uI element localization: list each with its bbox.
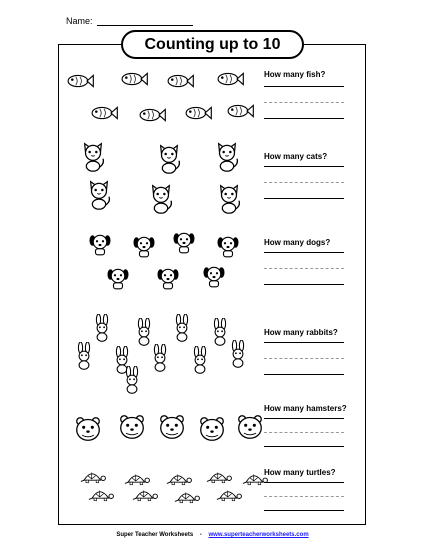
answer-line	[264, 86, 344, 87]
answer-line	[264, 284, 344, 285]
dog-icon	[156, 266, 180, 292]
rabbit-icon	[210, 318, 230, 346]
footer-link[interactable]: www.superteacherworksheets.com	[208, 532, 309, 538]
rabbit-icon	[190, 346, 210, 374]
name-label: Name:	[66, 16, 93, 26]
question-cats: How many cats?	[264, 152, 328, 161]
name-field	[66, 16, 193, 26]
turtle-icon	[80, 470, 106, 484]
dog-icon	[202, 264, 226, 290]
dog-icon	[88, 232, 112, 258]
question-hamsters: How many hamsters?	[264, 404, 347, 413]
dog-group	[66, 228, 266, 304]
name-line	[97, 17, 193, 26]
section-cats	[58, 138, 366, 224]
fish-icon	[166, 70, 194, 92]
rabbit-icon	[228, 340, 248, 368]
dog-icon	[216, 234, 240, 260]
dog-icon	[132, 234, 156, 260]
dog-icon	[172, 230, 196, 256]
cat-group	[66, 138, 266, 224]
rabbit-icon	[150, 344, 170, 372]
fish-group	[66, 64, 266, 134]
hamster-icon	[74, 416, 102, 442]
hamster-icon	[198, 416, 226, 442]
answer-line	[264, 198, 344, 199]
turtle-icon	[166, 472, 192, 486]
fish-icon	[226, 100, 254, 122]
cat-icon	[156, 144, 182, 174]
hamster-icon	[236, 414, 264, 440]
worksheet-title: Counting up to 10	[121, 30, 304, 59]
hamster-icon	[158, 414, 186, 440]
section-fish	[58, 64, 366, 134]
question-rabbits: How many rabbits?	[264, 328, 338, 337]
turtle-icon	[174, 490, 200, 504]
cat-icon	[216, 184, 242, 214]
cat-icon	[86, 180, 112, 210]
fish-icon	[90, 102, 118, 124]
answer-guide-line	[264, 102, 344, 103]
answer-guide-line	[264, 358, 344, 359]
turtle-icon	[88, 488, 114, 502]
footer-brand: Super Teacher Worksheets	[116, 532, 194, 538]
question-fish: How many fish?	[264, 70, 326, 79]
hamster-icon	[118, 414, 146, 440]
fish-icon	[66, 70, 94, 92]
answer-guide-line	[264, 268, 344, 269]
fish-icon	[120, 68, 148, 90]
cat-icon	[148, 184, 174, 214]
turtle-icon	[206, 470, 232, 484]
answer-guide-line	[264, 496, 344, 497]
turtle-icon	[124, 472, 150, 486]
answer-line	[264, 482, 344, 483]
answer-line	[264, 118, 344, 119]
hamster-group	[66, 400, 266, 458]
rabbit-icon	[172, 314, 192, 342]
answer-guide-line	[264, 432, 344, 433]
answer-line	[264, 342, 344, 343]
section-hamsters	[58, 400, 366, 458]
cat-icon	[214, 142, 240, 172]
rabbit-icon	[74, 342, 94, 370]
answer-line	[264, 446, 344, 447]
section-turtles	[58, 462, 366, 522]
rabbit-icon	[134, 318, 154, 346]
rabbit-icon	[92, 314, 112, 342]
section-dogs	[58, 228, 366, 304]
question-dogs: How many dogs?	[264, 238, 331, 247]
turtle-group	[66, 462, 266, 522]
dog-icon	[106, 266, 130, 292]
answer-line	[264, 418, 344, 419]
question-turtles: How many turtles?	[264, 468, 336, 477]
footer	[0, 532, 425, 538]
footer-separator: -	[199, 532, 202, 538]
fish-icon	[216, 68, 244, 90]
section-rabbits	[58, 310, 366, 398]
fish-icon	[184, 102, 212, 124]
answer-line	[264, 252, 344, 253]
rabbit-group	[66, 310, 266, 398]
answer-line	[264, 374, 344, 375]
cat-icon	[80, 142, 106, 172]
turtle-icon	[216, 488, 242, 502]
fish-icon	[138, 104, 166, 126]
turtle-icon	[132, 488, 158, 502]
answer-line	[264, 166, 344, 167]
answer-guide-line	[264, 182, 344, 183]
rabbit-icon	[122, 366, 142, 394]
answer-line	[264, 510, 344, 511]
